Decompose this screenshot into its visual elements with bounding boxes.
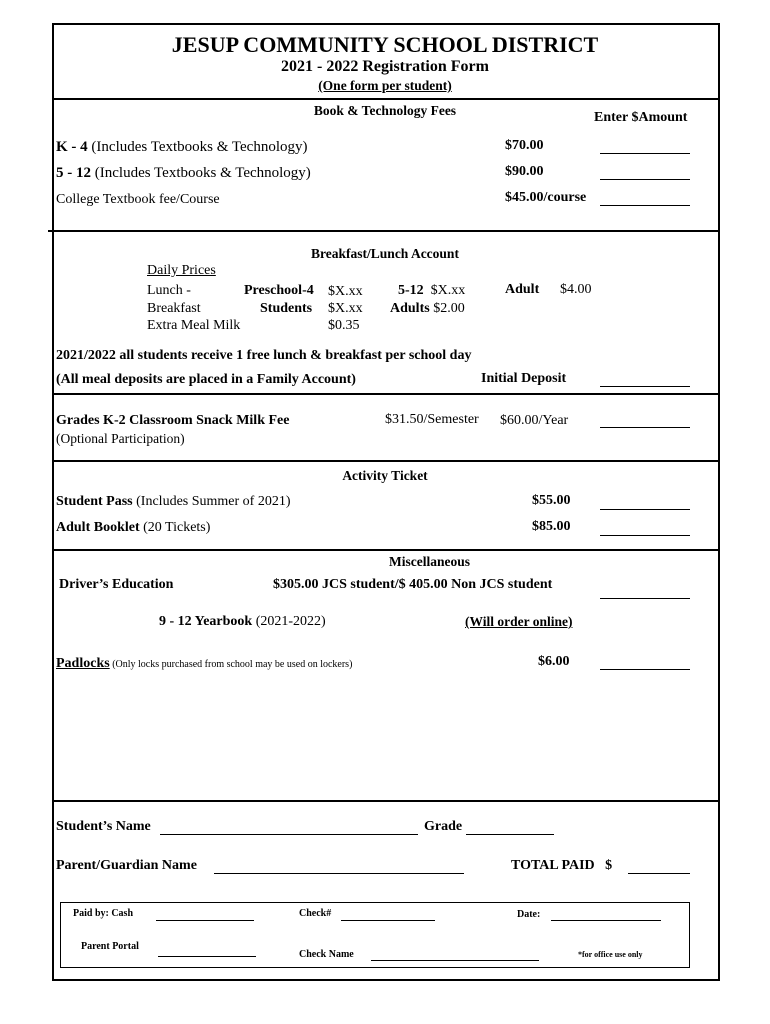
divider bbox=[52, 98, 718, 100]
grade-field[interactable] bbox=[466, 834, 554, 835]
amount-entry-line[interactable] bbox=[600, 598, 690, 599]
students-label: Students bbox=[260, 301, 313, 316]
amount-entry-line[interactable] bbox=[600, 205, 690, 206]
form-note: (One form per student) bbox=[318, 78, 452, 93]
amount-entry-line[interactable] bbox=[600, 535, 690, 536]
date-field[interactable] bbox=[551, 920, 661, 921]
divider bbox=[52, 393, 718, 395]
amount-entry-line[interactable] bbox=[600, 386, 690, 387]
student-pass-row bbox=[56, 495, 291, 509]
adults-label: Adults bbox=[390, 301, 430, 316]
enter-amount-label: Enter $Amount bbox=[594, 110, 688, 125]
adults-breakfast-price: $2.00 bbox=[433, 301, 465, 316]
meals-heading: Breakfast/Lunch Account bbox=[311, 246, 459, 261]
total-paid-label: TOTAL PAID $ bbox=[511, 858, 613, 873]
padlocks-detail: (Only locks purchased from school may be used on lockers) bbox=[109, 659, 353, 670]
check-name-field[interactable] bbox=[371, 960, 539, 961]
activity-heading: Activity Ticket bbox=[342, 468, 428, 483]
fee-detail: (Includes Textbooks & Technology) bbox=[91, 165, 311, 181]
check-number-field[interactable] bbox=[341, 920, 435, 921]
drivers-ed-price: $305.00 JCS student/$ 405.00 Non JCS student bbox=[273, 577, 553, 592]
cash-field[interactable] bbox=[156, 920, 254, 921]
fee-label: K - 4 bbox=[56, 139, 88, 155]
form-subtitle: 2021 - 2022 Registration Form bbox=[281, 58, 489, 75]
divider bbox=[48, 230, 718, 232]
breakfast-label: Breakfast bbox=[147, 301, 201, 316]
amount-entry-line[interactable] bbox=[600, 153, 690, 154]
lunch-label: Lunch - bbox=[147, 283, 191, 298]
yearbook-row bbox=[159, 615, 326, 629]
preschool-lunch-price: $X.xx bbox=[328, 284, 363, 299]
parent-name-field[interactable] bbox=[214, 873, 464, 874]
misc-heading: Miscellaneous bbox=[389, 554, 470, 569]
amount-entry-line[interactable] bbox=[600, 179, 690, 180]
yearbook-label: 9 - 12 Yearbook bbox=[159, 614, 253, 629]
books-heading: Book & Technology Fees bbox=[313, 103, 457, 118]
grade-label: Grade bbox=[424, 819, 463, 834]
check-name-label: Check Name bbox=[299, 949, 354, 960]
padlocks-price: $6.00 bbox=[538, 654, 570, 669]
fee-price: $45.00/course bbox=[505, 190, 587, 205]
daily-prices-label: Daily Prices bbox=[147, 263, 216, 278]
snack-semester-price: $31.50/Semester bbox=[385, 412, 479, 427]
adult-booklet-price: $85.00 bbox=[532, 519, 571, 534]
student-pass-price: $55.00 bbox=[532, 493, 571, 508]
student-name-label: Student’s Name bbox=[56, 819, 151, 834]
free-meal-note: 2021/2022 all students receive 1 free lunch & breakfast per school day bbox=[56, 348, 472, 363]
padlocks-label: Padlocks bbox=[56, 656, 110, 671]
initial-deposit-label: Initial Deposit bbox=[481, 371, 567, 386]
fee-row-k4 bbox=[56, 140, 307, 155]
parent-name-label: Parent/Guardian Name bbox=[56, 858, 197, 873]
preschool-breakfast-price: $X.xx bbox=[328, 301, 363, 316]
adult-booklet-label: Adult Booklet bbox=[56, 520, 140, 535]
adult-lunch-price: $4.00 bbox=[560, 282, 592, 297]
fee-label: 5 - 12 bbox=[56, 165, 91, 181]
office-use-note: *for office use only bbox=[578, 950, 643, 959]
adult-booklet-row bbox=[56, 521, 210, 535]
grades-512-lunch-price: $X.xx bbox=[430, 283, 466, 298]
fee-row-512 bbox=[56, 166, 311, 181]
snack-year-price: $60.00/Year bbox=[500, 413, 569, 428]
extra-milk-price: $0.35 bbox=[328, 318, 360, 333]
adults-breakfast bbox=[390, 302, 465, 316]
adult-label: Adult bbox=[505, 282, 540, 297]
district-title: JESUP COMMUNITY SCHOOL DISTRICT bbox=[171, 32, 599, 57]
student-pass-label: Student Pass bbox=[56, 494, 133, 509]
adult-booklet-detail: (20 Tickets) bbox=[139, 520, 211, 535]
total-paid-field[interactable] bbox=[628, 873, 690, 874]
fee-price: $70.00 bbox=[505, 138, 544, 153]
preschool-label: Preschool-4 bbox=[244, 283, 314, 298]
date-label: Date: bbox=[517, 909, 541, 920]
amount-entry-line[interactable] bbox=[600, 669, 690, 670]
amount-entry-line[interactable] bbox=[600, 509, 690, 510]
fee-price: $90.00 bbox=[505, 164, 544, 179]
drivers-ed-label: Driver’s Education bbox=[59, 577, 174, 592]
padlocks-row bbox=[56, 655, 352, 671]
amount-entry-line[interactable] bbox=[600, 427, 690, 428]
snack-optional-note: (Optional Participation) bbox=[56, 431, 185, 446]
yearbook-online-note: (Will order online) bbox=[465, 614, 573, 629]
check-number-label: Check# bbox=[299, 908, 332, 919]
student-name-field[interactable] bbox=[160, 834, 418, 835]
deposit-note: (All meal deposits are placed in a Family Account) bbox=[56, 372, 356, 387]
paid-by-cash-label: Paid by: Cash bbox=[73, 908, 134, 919]
grades-512-label: 5-12 bbox=[398, 283, 424, 298]
extra-milk-label: Extra Meal Milk bbox=[147, 318, 241, 333]
divider bbox=[52, 800, 718, 802]
fee-row-college: College Textbook fee/Course bbox=[56, 192, 220, 207]
yearbook-detail: (2021-2022) bbox=[252, 614, 326, 629]
grades-512-lunch bbox=[398, 284, 465, 298]
parent-portal-label: Parent Portal bbox=[81, 941, 139, 952]
divider bbox=[52, 549, 718, 551]
divider bbox=[52, 460, 718, 462]
parent-portal-field[interactable] bbox=[158, 956, 256, 957]
fee-detail: (Includes Textbooks & Technology) bbox=[87, 139, 308, 155]
snack-milk-label: Grades K-2 Classroom Snack Milk Fee bbox=[56, 413, 290, 428]
student-pass-detail: (Includes Summer of 2021) bbox=[132, 494, 291, 509]
